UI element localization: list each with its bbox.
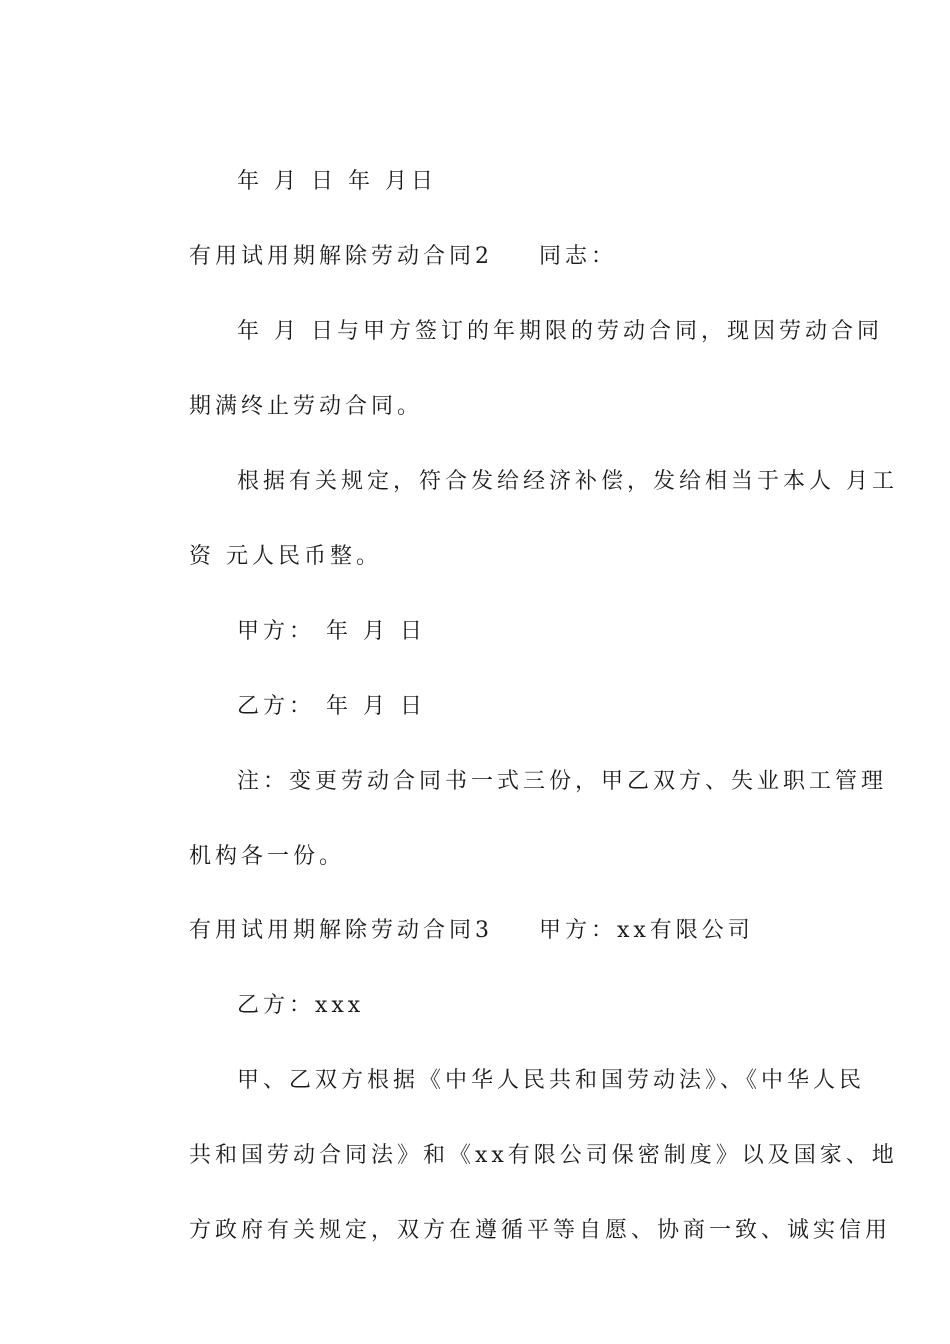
paragraph-text: 共和国劳动合同法》和《xx有限公司保密制度》以及国家、地 [188, 1143, 898, 1168]
paragraph-text: 根据有关规定，符合发给经济补偿，发给相当于本人 月工 [236, 469, 898, 494]
paragraph-text: 期满终止劳动合同。 [188, 394, 423, 419]
party-a-text: 甲方： 年 月 日 [236, 619, 426, 644]
party-a-name: 甲方：xx有限公司 [538, 918, 754, 943]
paragraph-text: 方政府有关规定，双方在遵循平等自愿、协商一致、诚实信用 [188, 1218, 891, 1243]
salutation: 同志： [538, 244, 617, 269]
party-b-text: 乙方： 年 月 日 [236, 694, 426, 719]
note-text: 机构各一份。 [188, 844, 345, 869]
party-b-name: 乙方：xxx [236, 993, 365, 1018]
paragraph-text: 甲、乙双方根据《中华人民共和国劳动法》、《中华人民 [236, 1068, 865, 1093]
paragraph-text: 年 月 日与甲方签订的年期限的劳动合同，现因劳动合同 [236, 319, 883, 344]
section-title: 有用试用期解除劳动合同2 [188, 244, 493, 269]
section-title: 有用试用期解除劳动合同3 [188, 918, 493, 943]
date-text: 年 月 日 年 月日 [236, 169, 437, 194]
paragraph-line [145, 1186, 891, 1276]
note-text: 注：变更劳动合同书一式三份，甲乙双方、失业职工管理 [236, 769, 887, 794]
paragraph-text: 资 元人民币整。 [188, 544, 382, 569]
